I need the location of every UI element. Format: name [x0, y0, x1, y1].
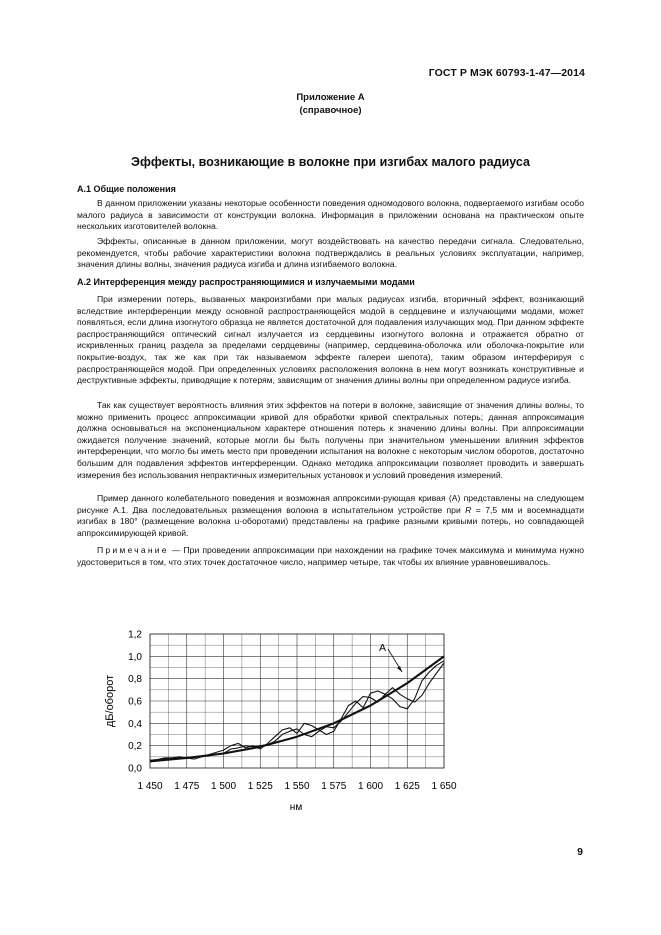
note-label: Примечание	[97, 545, 169, 555]
paragraph: В данном приложении указаны некоторые особенности поведения одномодового волокна, подвергаемого изгибам особо малого радиуса в зависимости от конструкции волокна. Информация в приложении основана на практическом опыте нескольких изготовителей волокна.	[77, 198, 584, 232]
chart-grid	[150, 634, 444, 768]
example-intro: Пример данного колебательного поведения и возможная аппроксими-рующая кривая (А) представлены на следующем рисунке А.1. Два последовательных размещения волокна в испытательном устройстве при	[77, 493, 584, 515]
standard-code-header: ГОСТ Р МЭК 60793-1-47—2014	[428, 67, 585, 79]
page-number: 9	[577, 846, 583, 858]
section-heading-a2: А.2 Интерференция между распространяющимися и излучаемыми модами	[77, 277, 415, 287]
annex-label: Приложение А	[296, 92, 365, 103]
x-tick-label: 1 550	[284, 781, 310, 792]
y-tick-label: 0,0	[128, 763, 142, 775]
paragraph: Так как существует вероятность влияния этих эффектов на потери в волокне, зависящие от значения длины волны, то можно применить процесс аппроксимации кривой для обработки кривой спектральных потерь; данная аппроксимация должна основываться на экспоненциальном характере отношения потерь к значению длины волны. При аппроксимации ожидается получение значений, которые могли бы быть получены при значительном уменьшении влияния эффектов интерференции, что могло бы иметь место при проведении испытания на волокне с некоторым числом оборотов, достаточно большим для подавления эффектов интерференции. Однако методика аппроксимации позволяет проводить и завершать измерения без использования непрактичных измерительных установок и условий проведения измерений.	[77, 400, 584, 480]
y-tick-label: 0,8	[128, 674, 142, 686]
note-paragraph	[77, 545, 584, 568]
section-heading-a1: А.1 Общие положения	[77, 184, 176, 194]
x-tick-label: 1 650	[431, 781, 457, 792]
x-tick-labels	[137, 781, 456, 792]
y-tick-label: 1,0	[128, 651, 142, 663]
radius-variable: R	[465, 504, 472, 515]
document-title: Эффекты, возникающие в волокне при изгибах малого радиуса	[131, 155, 530, 169]
curve-label-a: A	[379, 642, 387, 654]
x-tick-label: 1 475	[174, 781, 200, 792]
example-outro: = 7,5 мм и восемнадцати изгибах в 180° (размещение волокна u-оборотами) представлены на графике разными кривыми потерь, но совпадающей аппроксимирующей кривой.	[77, 504, 584, 538]
x-tick-label: 1 600	[357, 781, 384, 792]
annex-type: (справочное)	[299, 105, 362, 116]
paragraph: При измерении потерь, вызванных макроизгибами при малых радиусах изгиба, вторичный эффект, возникающий вследствие интерференции между основной распространяющейся модой в сердцевине и излучающими модами, может появляться, если длина изогнутого образца не является достаточной для подавления излучающих мод. При данном эффекте распространяющийся оптический сигнал излучается из сердцевины изогнутого волокна и отражается обратно от искривленных границ раздела за пределами сердцевины (например, сердцевина-оболочка или оболочка-покрытие или покрытие-воздух, так же как при так называемом эффекте галереи шепота), таким образом интерферируя с распространяющейся модой. При определенных условиях расположения волокна в нем могут возникать конструктивные и деструктивные эффекты, приводящие к потерям, зависящим от значения длины волны при определенном радиусе изгиба.	[77, 294, 584, 386]
x-tick-label: 1 450	[137, 781, 163, 792]
y-tick-label: 0,4	[128, 718, 142, 730]
note-text: — При проведении аппроксимации при нахождении на графике точек максимума и минимума нужно удостовериться в том, что этих точек достаточное число, например четыре, так чтобы их влияние уравновешивалось.	[77, 545, 584, 567]
y-tick-label: 1,2	[128, 629, 142, 641]
x-tick-label: 1 575	[321, 781, 347, 792]
x-axis-label: нм	[289, 802, 303, 813]
y-axis-label: дБ/оборот	[104, 674, 116, 728]
example-paragraph	[77, 493, 584, 539]
paragraph: Эффекты, описанные в данном приложении, могут воздействовать на качество передачи сигнала. Следовательно, рекомендуется, чтобы рабочие характеристики волокна подтверждались в реальных условиях эксплуатации, например, значения длины волны, значения радиуса изгиба и длина изгибаемого волокна.	[77, 236, 584, 270]
x-tick-label: 1 500	[210, 781, 237, 792]
y-tick-label: 0,2	[128, 741, 142, 753]
x-tick-label: 1 625	[394, 781, 420, 792]
x-tick-label: 1 525	[247, 781, 273, 792]
curve-label-a-arrowhead	[397, 666, 402, 672]
loss-chart	[100, 600, 500, 835]
y-tick-labels	[128, 630, 142, 775]
y-tick-label: 0,6	[128, 696, 142, 708]
